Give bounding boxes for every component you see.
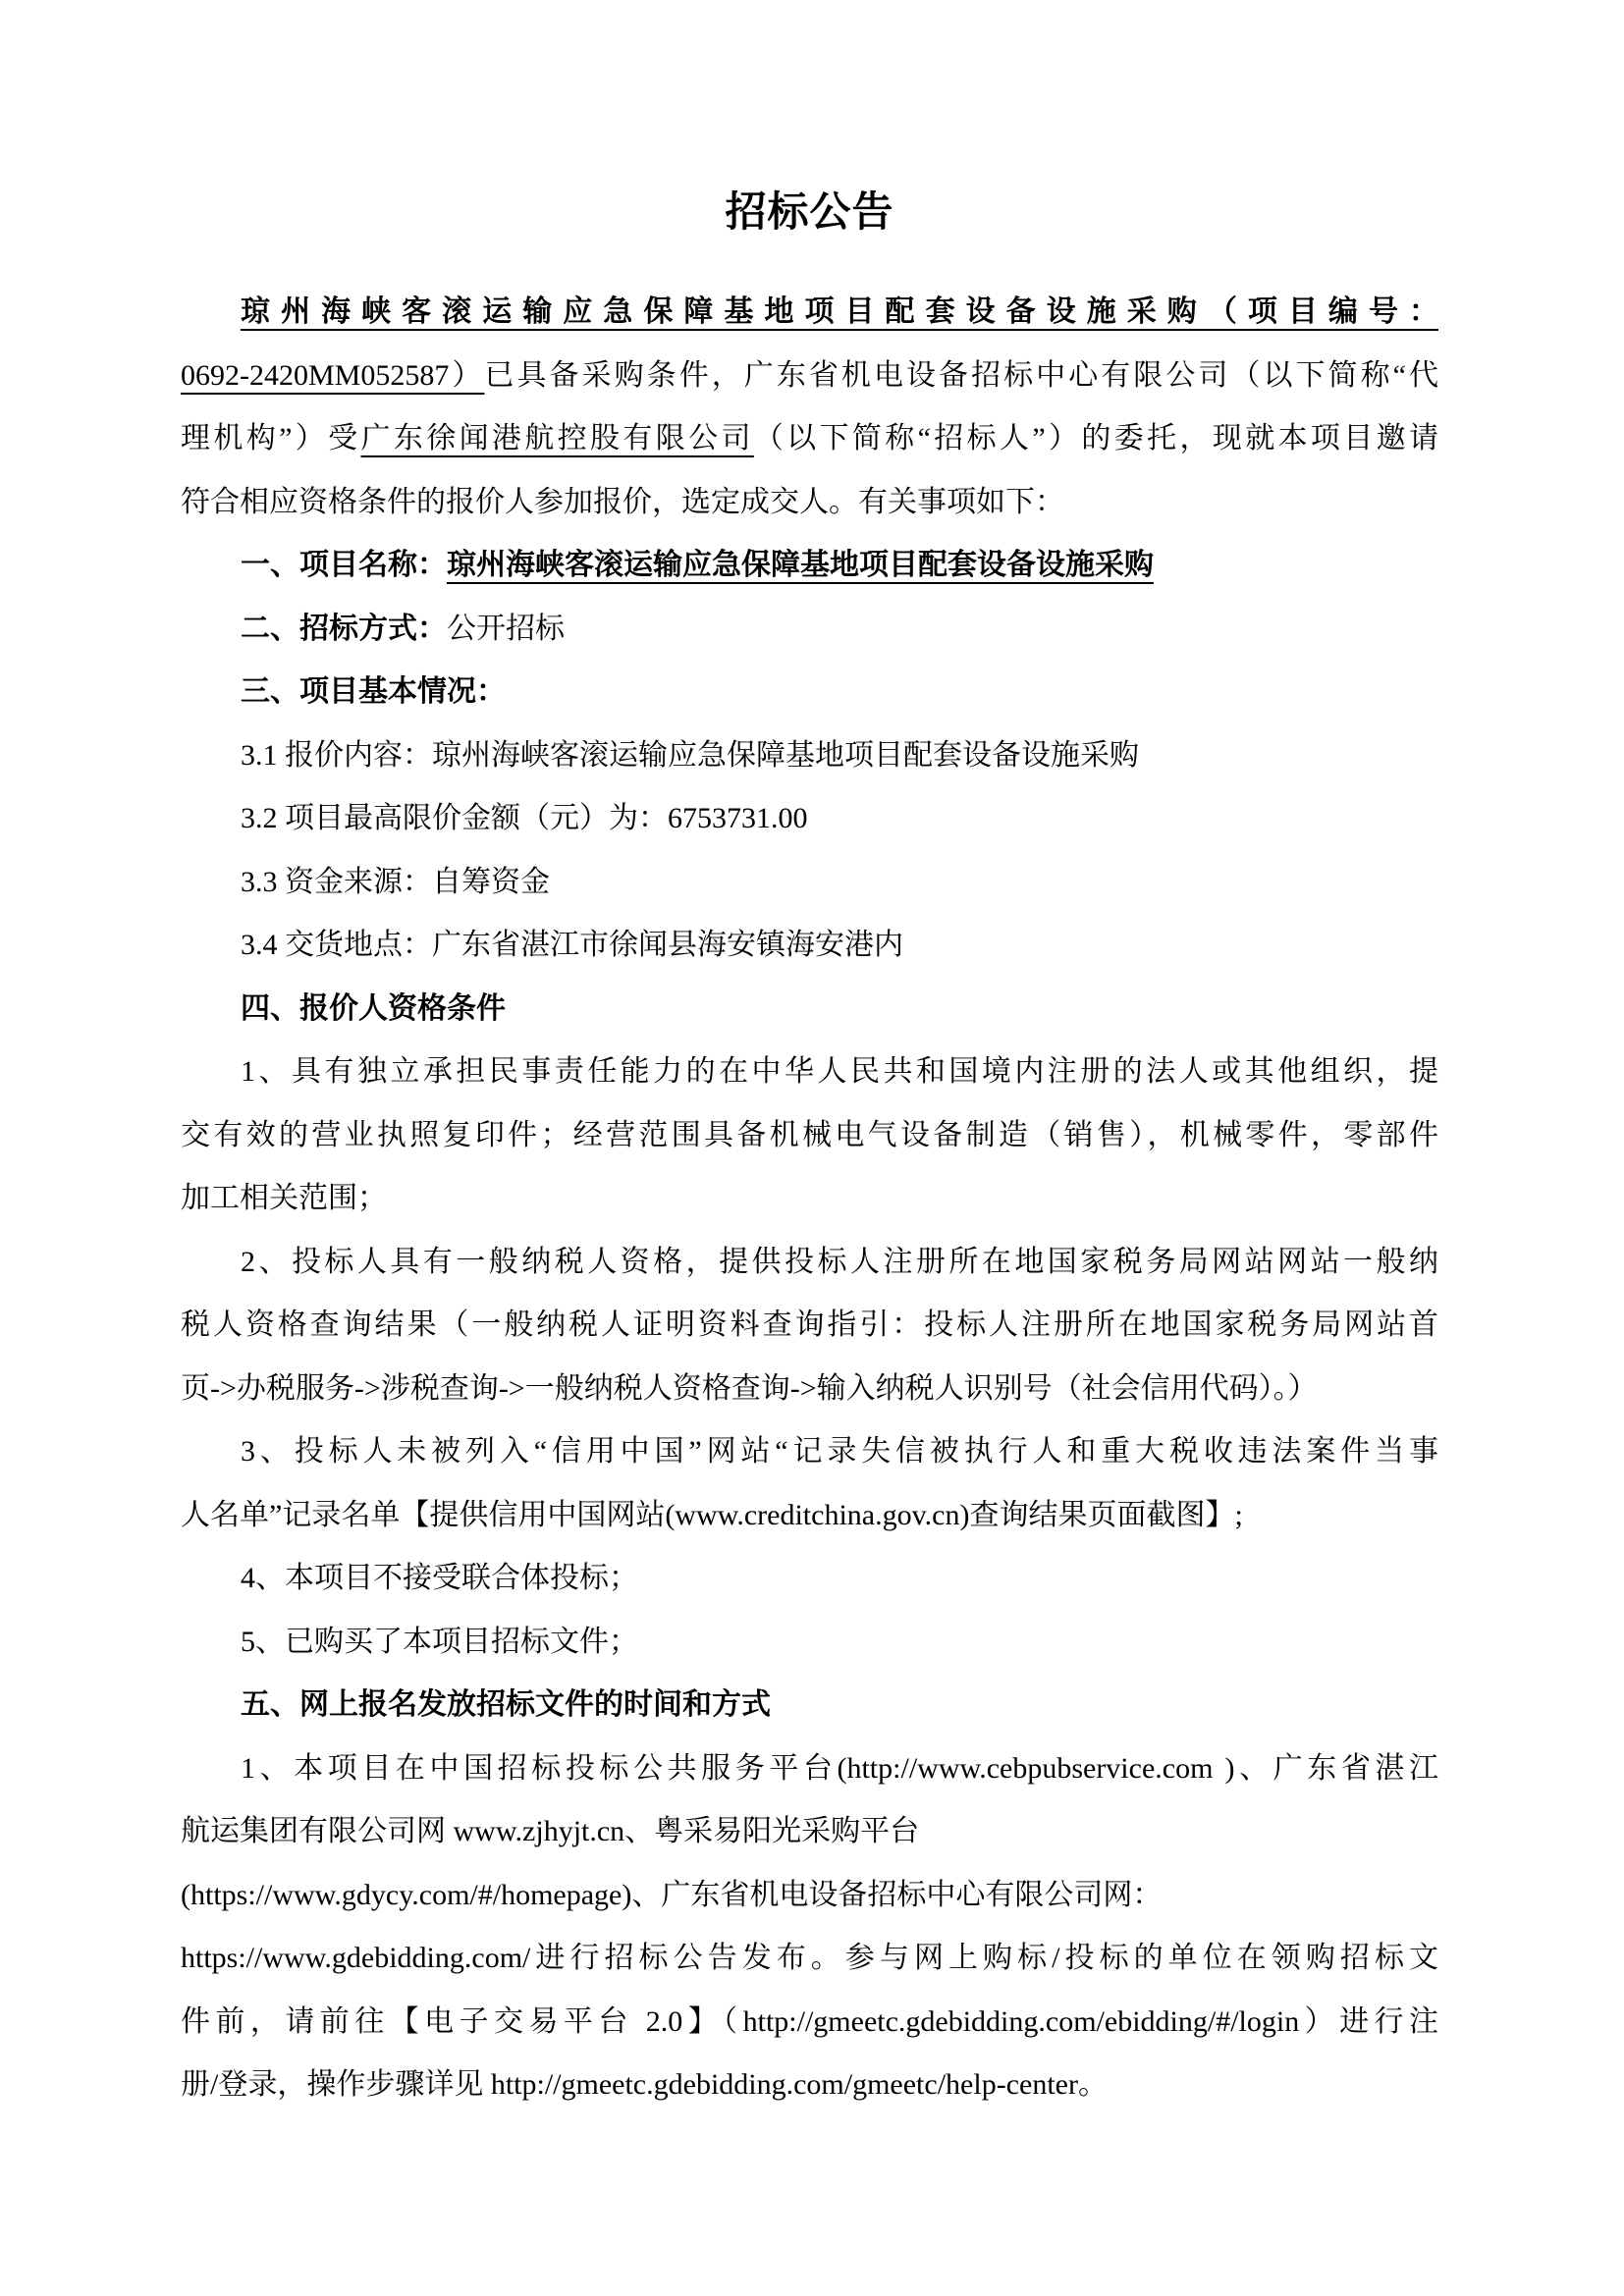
heading-line [181,1674,1438,1737]
text-line [181,787,1438,851]
text-segment: 琼州海峡客滚运输应急保障基地项目配套设备设施采购 [447,549,1154,581]
text-segment: 3.4 交货地点：广东省湛江市徐闻县海安镇海安港内 [241,929,903,961]
document-content [181,183,1438,2117]
text-segment: 3.1 报价内容：琼州海峡客滚运输应急保障基地项目配套设备设施采购 [241,738,1139,772]
text-segment: 交有效的营业执照复印件；经营范围具备机械电气设备制造（销售），机械零件，零部件 [181,1118,1438,1151]
text-line [181,471,1438,535]
text-segment: 人名单”记录名单【提供信用中国网站(www.creditchina.gov.cn)查询结果页面截图】; [181,1498,1243,1531]
text-segment: 五、网上报名发放招标文件的时间和方式 [241,1688,771,1721]
text-line [181,914,1438,978]
text-segment: 3.2 项目最高限价金额（元）为：6753731.00 [241,802,808,834]
text-segment: 加工相关范围； [181,1182,387,1214]
heading-line [181,978,1438,1041]
document-body [181,281,1438,2117]
text-line [181,1737,1438,1801]
text-line [181,1864,1438,1928]
text-segment: 符合相应资格条件的报价人参加报价，选定成交人。有关事项如下： [181,485,1064,518]
text-line [181,1484,1438,1548]
text-segment: 1、具有独立承担民事责任能力的在中华人民共和国境内注册的法人或其他组织，提 [241,1055,1438,1088]
text-line [181,1104,1438,1168]
text-line [181,1927,1438,1991]
text-segment: 3、投标人未被列入“信用中国”网站“记录失信被执行人和重大税收违法案件当事 [241,1435,1438,1468]
text-segment: 四、报价人资格条件 [241,991,506,1025]
text-segment: 1、本项目在中国招标投标公共服务平台(http://www.cebpubservice.com )、广东省湛江 [241,1751,1438,1785]
heading-line [181,534,1438,598]
text-line [181,1991,1438,2055]
text-segment: (https://www.gdycy.com/#/homepage)、广东省机电设备招标中心有限公司网： [181,1878,1163,1911]
text-segment: （以下简称“招标人”）的委托，现就本项目邀请 [753,422,1438,454]
text-segment: 册/登录，操作步骤详见 http://gmeetc.gdebidding.com/gmeetc/help-center。 [181,2068,1108,2101]
text-segment: 0692-2420MM052587） [181,358,485,392]
text-line [181,1041,1438,1104]
text-segment: 广东徐闻港航控股有限公司 [360,422,754,454]
text-line [181,1231,1438,1295]
text-segment: https://www.gdebidding.com/进行招标公告发布。参与网上购标/投标的单位在领购招标文 [181,1942,1438,1974]
text-line [181,1611,1438,1675]
heading-line [181,661,1438,724]
text-segment: 琼州海峡客滚运输应急保障基地项目配套设备设施采购（项目编号： [241,295,1438,328]
text-segment: 4、本项目不接受联合体投标； [241,1562,638,1594]
text-line [181,407,1438,471]
text-segment: 一、项目名称： [241,549,447,581]
document-title: 招标公告 [725,190,894,236]
text-segment: 页->办税服务->涉税查询->一般纳税人资格查询->输入纳税人识别号（社会信用代码）。） [181,1371,1318,1405]
text-segment: 三、项目基本情况： [241,675,506,708]
text-segment: 公开招标 [447,612,565,645]
text-segment: 税人资格查询结果（一般纳税人证明资料查询指引：投标人注册所在地国家税务局网站首 [181,1308,1438,1341]
text-segment: 二、招标方式： [241,612,447,645]
text-segment: 已具备采购条件，广东省机电设备招标中心有限公司（以下简称“代 [484,358,1438,392]
heading-line [181,598,1438,662]
text-line [181,1547,1438,1611]
text-line [181,2054,1438,2117]
text-segment: 2、投标人具有一般纳税人资格，提供投标人注册所在地国家税务局网站网站一般纳 [241,1245,1438,1278]
text-line [181,1294,1438,1358]
text-line [181,851,1438,915]
text-segment: 3.3 资金来源：自筹资金 [241,865,550,898]
text-segment: 理机构”）受 [181,422,361,454]
text-line [181,1167,1438,1231]
text-line [181,724,1438,788]
text-line [181,1800,1438,1864]
text-line [181,1420,1438,1484]
text-segment: 航运集团有限公司网 www.zjhyjt.cn、粤采易阳光采购平台 [181,1815,920,1847]
text-line [181,1358,1438,1421]
text-segment: 5、已购买了本项目招标文件； [241,1625,638,1658]
text-line [181,281,1438,345]
text-segment: 件前，请前往【电子交易平台 2.0】（http://gmeetc.gdebidding.com/ebidding/#/login）进行注 [181,2004,1438,2038]
text-line [181,345,1438,408]
